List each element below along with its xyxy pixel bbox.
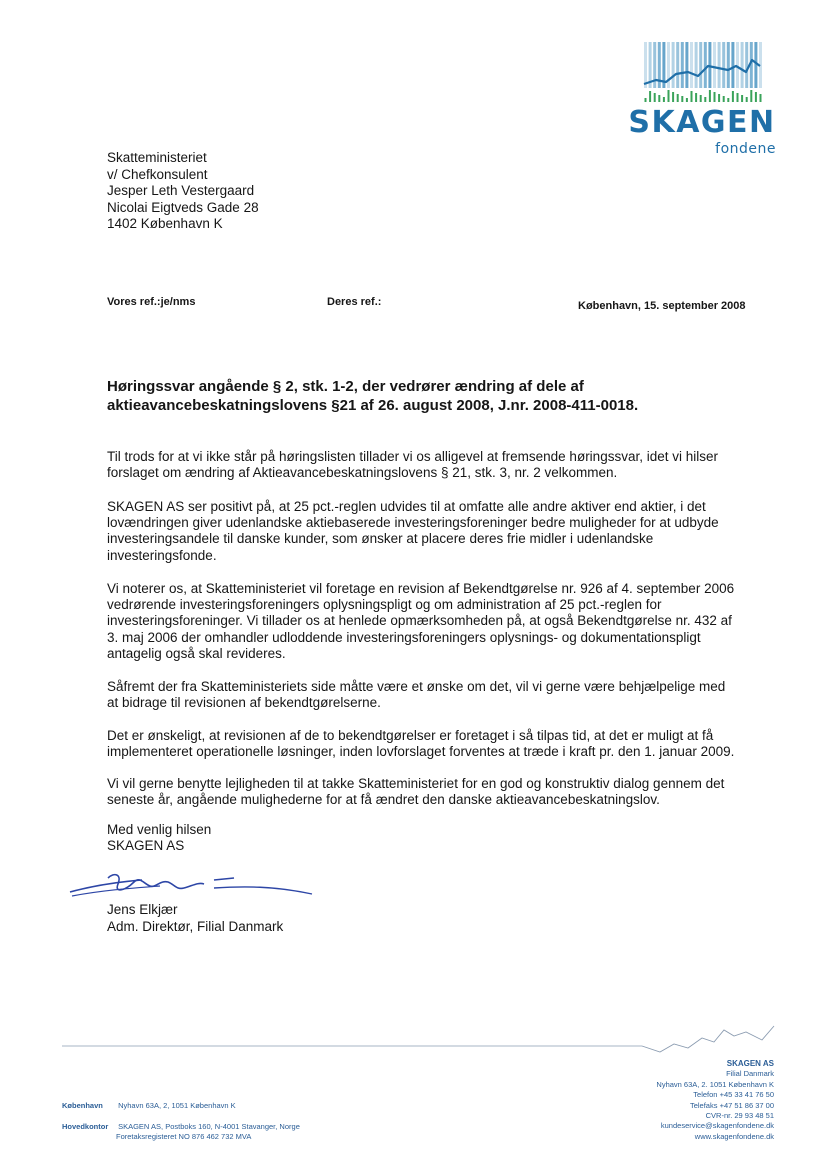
footer-hq-address: SKAGEN AS, Postboks 160, N-4001 Stavanger, Norge: [118, 1122, 300, 1131]
logo-tick: [718, 94, 720, 102]
paragraph-line: investeringsfonde.: [107, 547, 217, 563]
logo-bar: [672, 42, 675, 88]
logo-bar: [676, 42, 679, 88]
logo-tick: [723, 96, 725, 102]
logo-tick: [709, 90, 711, 102]
closing-line: SKAGEN AS: [107, 838, 185, 854]
footer-email: kundeservice@skagenfondene.dk: [660, 1121, 774, 1131]
footer-headquarters: [62, 1122, 300, 1132]
logo-tick: [741, 95, 743, 102]
paragraph-line: vedrørende investeringsforeningers oplysningspligt og om administration af 25 pct.-reglen for: [107, 597, 662, 613]
logo-bar: [718, 42, 721, 88]
logo-tick: [714, 92, 716, 102]
footer-line: Telefaks +47 51 86 37 00: [689, 1100, 774, 1110]
logo-tick: [672, 92, 674, 102]
body-paragraph-2: [107, 499, 767, 564]
logo-tick: [727, 98, 729, 102]
paragraph-line: lovændringen giver udenlandske aktiebaserede investeringsforeninger bedre muligheder for at udbyde: [107, 515, 719, 531]
logo-bar: [690, 42, 693, 88]
address-line: Jesper Leth Vestergaard: [107, 183, 255, 198]
logo-bar: [644, 42, 647, 88]
logo-bar: [681, 42, 684, 88]
paragraph-line: Vi noterer os, at Skatteministeriet vil foretage en revision af Bekendtgørelse nr. 926 af 4. september 2006: [107, 581, 735, 596]
paragraph-line: implementeret operationelle løsninger, inden lovforslaget forventes at træde i kraft pr. den 1. januar 2009.: [107, 744, 735, 760]
paragraph-line: seneste år, angående mulighederne for at få ændret den danske aktieavancebeskatningslov.: [107, 792, 660, 808]
logo-tick: [686, 98, 688, 102]
letter-subject: [107, 377, 747, 415]
footer-line: Filial Danmark: [726, 1069, 774, 1079]
logo-tick: [658, 95, 660, 102]
logo-tick: [691, 91, 693, 102]
logo-tick: [732, 91, 734, 102]
footer-line: Nyhavn 63A, 2. 1051 København K: [656, 1079, 774, 1089]
logo-bar: [713, 42, 716, 88]
logo-tick: [755, 92, 757, 102]
paragraph-line: investeringsforeninger. Vi tillader os at henlede opmærksomheden på, at også Bekendtgørelse nr. 432 af: [107, 613, 732, 629]
body-paragraph-4: [107, 679, 767, 711]
signer-title: Adm. Direktør, Filial Danmark: [107, 918, 284, 934]
logo-bar: [727, 42, 730, 88]
logo-bar: [708, 42, 711, 88]
footer-line: CVR-nr. 29 93 48 51: [705, 1111, 774, 1121]
logo-bar: [722, 42, 725, 88]
logo-bar: [745, 42, 748, 88]
logo-tick: [654, 93, 656, 102]
logo-tick: [760, 94, 762, 102]
recipient-address: [107, 150, 259, 233]
footer-company: SKAGEN AS: [726, 1059, 774, 1068]
footer-hq-label: Hovedkontor: [62, 1122, 109, 1131]
logo-bar: [685, 42, 688, 88]
logo-wordmark: SKAGEN: [628, 105, 776, 140]
logo-tick: [677, 94, 679, 102]
address-line: Nicolai Eigtveds Gade 28: [107, 199, 259, 215]
footer-contact-block: [656, 1059, 774, 1142]
address-line: Skatteministeriet: [107, 150, 207, 165]
your-reference: Deres ref.:: [327, 296, 382, 308]
body-paragraph-6: [107, 776, 767, 808]
footer-line: Telefon +45 33 41 76 50: [693, 1090, 774, 1100]
address-line: v/ Chefkonsulent: [107, 166, 208, 182]
logo-tick: [704, 97, 706, 102]
logo-tick: [645, 98, 647, 102]
body-paragraph-3: [107, 581, 767, 662]
closing-line: Med venlig hilsen: [107, 822, 212, 837]
body-paragraph-5: [107, 728, 767, 760]
letter-date: København, 15. september 2008: [578, 300, 746, 312]
skagen-logo: [626, 40, 778, 160]
paragraph-line: Til trods for at vi ikke står på høringslisten tillader vi os alligevel at fremsende høringssvar, idet vi hilser: [107, 449, 718, 464]
footer-copenhagen: [62, 1101, 236, 1111]
signer-name: Jens Elkjær: [107, 902, 178, 917]
logo-bar: [695, 42, 698, 88]
logo-tick: [663, 97, 665, 102]
subject-line: aktieavancebeskatningslovens §21 af 26. august 2008, J.nr. 2008-411-0018.: [107, 397, 639, 414]
subject-line: Høringssvar angående § 2, stk. 1-2, der vedrører ændring af dele af: [107, 378, 584, 395]
paragraph-line: forslaget om ændring af Aktieavancebeskatningslovens § 21, stk. 3, nr. 2 velkommen.: [107, 465, 618, 481]
paragraph-line: antagelig også skal revideres.: [107, 645, 286, 661]
logo-tick: [737, 93, 739, 102]
paragraph-line: Vi vil gerne benytte lejligheden til at takke Skatteministeriet for en god og konstruktiv dialog gennem det: [107, 776, 725, 791]
signer-block: [107, 902, 283, 935]
address-line: 1402 København K: [107, 216, 223, 231]
footer-rule: [62, 1020, 782, 1060]
paragraph-line: 3. maj 2006 der omhandler udloddende investeringsforeningers oplysnings- og dokumentationspligt: [107, 629, 701, 645]
logo-tick: [750, 90, 752, 102]
logo-tick: [681, 96, 683, 102]
closing: [107, 822, 767, 854]
paragraph-line: Det er ønskeligt, at revisionen af de to bekendtgørelser er foretaget i så tilpas tid, at det er muligt at få: [107, 728, 714, 743]
logo-tick: [700, 95, 702, 102]
paragraph-line: at bidrage til revisionen af bekendtgørelserne.: [107, 695, 381, 711]
logo-bar: [741, 42, 744, 88]
footer-copenhagen-label: København: [62, 1101, 103, 1110]
our-reference: Vores ref.:je/nms: [107, 296, 196, 308]
logo-subtitle: fondene: [715, 141, 776, 157]
paragraph-line: SKAGEN AS ser positivt på, at 25 pct.-reglen udvides til at omfatte alle andre aktiver end aktier, i det: [107, 499, 706, 514]
logo-bar: [699, 42, 702, 88]
logo-tick: [668, 90, 670, 102]
logo-chart-graphic: [626, 40, 778, 106]
logo-tick: [649, 91, 651, 102]
logo-tick: [746, 97, 748, 102]
body-paragraph-1: [107, 449, 767, 481]
paragraph-line: investeringsandele til danske kunder, som ønsker at placere deres frie midler i udenlandske: [107, 531, 654, 547]
footer-copenhagen-address: Nyhavn 63A, 2, 1051 København K: [118, 1101, 236, 1110]
logo-bar: [731, 42, 734, 88]
footer-website: www.skagenfondene.dk: [694, 1131, 774, 1141]
logo-bar: [704, 42, 707, 88]
footer-registry: Foretaksregisteret NO 876 462 732 MVA: [116, 1132, 252, 1141]
logo-tick: [695, 93, 697, 102]
paragraph-line: Såfremt der fra Skatteministeriets side måtte være et ønske om det, vil vi gerne være behjælpelige med: [107, 679, 726, 694]
